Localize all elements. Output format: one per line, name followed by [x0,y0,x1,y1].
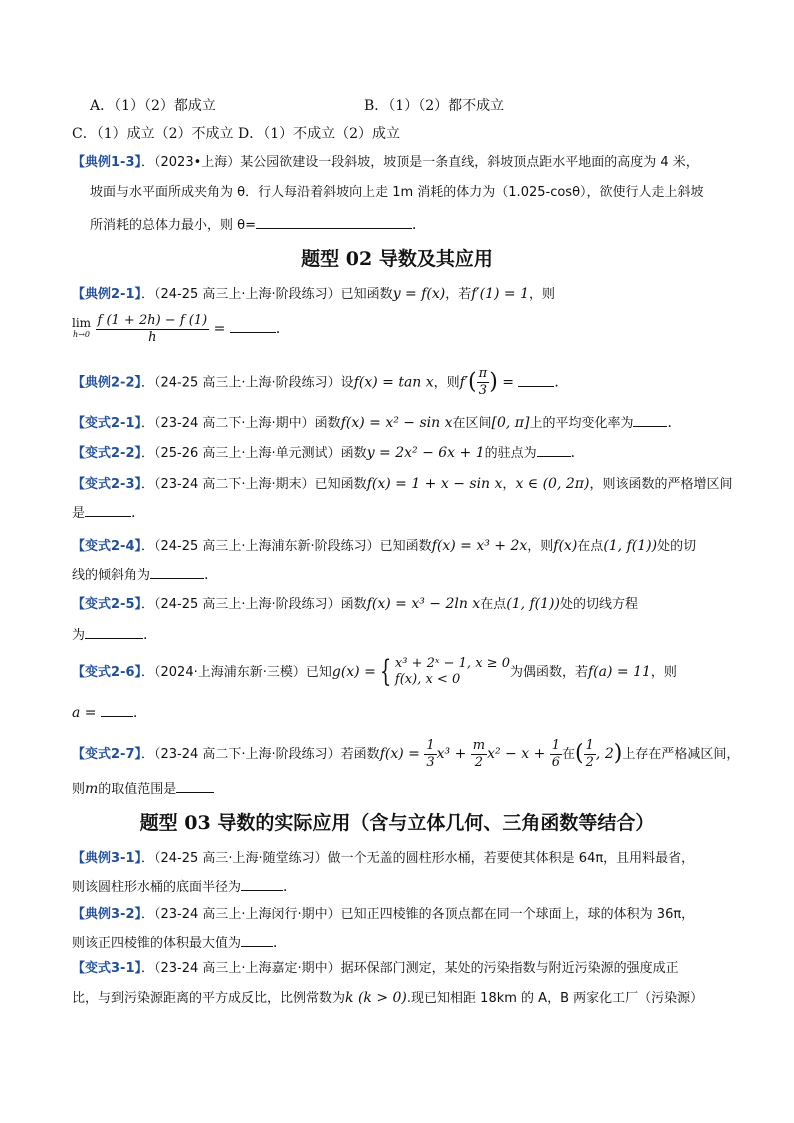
variant-2-7-line2: 则m的取值范围是 [72,778,214,800]
answer-blank[interactable] [518,372,554,387]
variant-2-5-line1: 【变式2-5】．（24-25 高三上·上海·阶段练习）函数f(x) = x³ − 2ln x在点(1, f(1))处的切线方程 [72,596,638,612]
example-3-1-line1: 【典例3-1】．（24-25 高三·上海·随堂练习）做一个无盖的圆柱形水桶，若要使其体积是 64π，且用料最省， [72,851,695,866]
section-heading-02: 题型 02 导数及其应用 [301,248,493,270]
variant-3-1-line2: 比，与到污染源距离的平方成反比，比例常数为k (k > 0).现已知相距 18km 的 A，B 两家化工厂（污染源） [72,990,704,1006]
example-1-3-line1: 【典例1-3】．（2023•上海）某公园欲建设一段斜坡，坡顶是一条直线，斜坡顶点距水平地面的高度为 4 米， [72,155,699,170]
answer-blank[interactable] [230,318,276,333]
answer-blank[interactable] [537,442,571,457]
answer-blank[interactable] [176,778,214,793]
answer-blank[interactable] [241,876,283,891]
example-3-1-line2: 则该圆柱形水桶的底面半径为 ． [72,876,297,898]
option-a: A．（1）（2）都成立 [90,98,216,114]
option-cd: C．（1）成立（2）不成立 D．（1）不成立（2）成立 [72,126,401,142]
variant-2-7-line1: 【变式2-7】．（23-24 高二下·上海·阶段练习）若函数f(x) = $\frac{1}{3}$ x³ + $\frac{m}{2}$ x² − x + $\frac{1}{6}$ 在( $\frac{1}{2}$ , 2)上存在严格减区间， [72,737,740,770]
answer-blank[interactable] [150,564,204,579]
piecewise-cases: x³ + 2ˣ − 1, x ≥ 0 f(x), x < 0 [394,656,510,687]
difference-quotient: $\frac{f (1 + 2h) - f (1)}{h}$ [97,312,208,345]
example-tag: 【典例1-3】 [72,155,141,170]
variant-2-3-line1: 【变式2-3】．（23-24 高二下·上海·期末）已知函数f(x) = 1 + x − sin x，x ∈ (0, 2π)，则该函数的严格增区间 [72,476,733,492]
variant-2-6-line1: 【变式2-6】．（2024·上海浦东新·三模）已知g(x) = { x³ + 2ˣ − 1, x ≥ 0 f(x), x < 0 为偶函数，若f(a) = 11，则 [72,654,677,689]
example-2-1-line2: lim h→0 $\frac{f (1 + 2h) - f (1)}{h}$ = ． [72,312,290,345]
variant-2-3-line2: 是 . [72,502,135,524]
brace-glyph: { [379,654,392,689]
variant-2-4-line1: 【变式2-4】．（24-25 高三上·上海浦东新·阶段练习）已知函数f(x) = x³ + 2x，则f(x)在点(1, f(1))处的切 [72,538,697,554]
variant-2-1: 【变式2-1】．（23-24 高二下·上海·期中）函数f(x) = x² − sin x在区间[0, π]上的平均变化率为 ． [72,412,681,434]
answer-blank[interactable] [633,412,667,427]
answer-blank[interactable] [85,624,143,639]
limit-operator: lim h→0 [72,316,92,339]
example-1-3-line3: 所消耗的总体力最小，则 θ= ． [90,214,426,236]
example-3-2-line1: 【典例3-2】．（23-24 高三上·上海闵行·期中）已知正四棱锥的各顶点都在同一个球面上，球的体积为 36π， [72,907,695,922]
variant-3-1-line1: 【变式3-1】．（23-24 高三上·上海嘉定·期中）据环保部门测定，某处的污染指数与附近污染源的强度成正 [72,961,679,976]
example-2-2: 【典例2-2】．（24-25 高三上·上海·阶段练习）设f(x) = tan x，则f′( $\frac{\pi}{3}$ ) = ． [72,366,569,398]
variant-2-5-line2: 为 . [72,624,147,646]
variant-2-2: 【变式2-2】．（25-26 高三上·上海·单元测试）函数y = 2x² − 6x + 1的驻点为 ． [72,442,585,464]
option-b: B．（1）（2）都不成立 [364,98,505,114]
variant-2-6-line2: a = ． [72,702,147,723]
answer-blank[interactable] [85,502,131,517]
answer-blank[interactable] [256,214,412,229]
answer-blank[interactable] [101,702,133,717]
section-heading-03: 题型 03 导数的实际应用（含与立体几何、三角函数等结合） [139,812,655,834]
example-3-2-line2: 则该正四棱锥的体积最大值为 ． [72,932,287,954]
variant-2-4-line2: 线的倾斜角为 . [72,564,208,586]
example-1-3-line2: 坡面与水平面所成夹角为 θ．行人每沿着斜坡向上走 1m 消耗的体力为（1.025-cosθ），欲使行人走上斜坡 [90,185,704,200]
example-2-1-line1: 【典例2-1】．（24-25 高三上·上海·阶段练习）已知函数y = f(x)，若f′(1) = 1，则 [72,286,555,302]
answer-blank[interactable] [241,932,273,947]
